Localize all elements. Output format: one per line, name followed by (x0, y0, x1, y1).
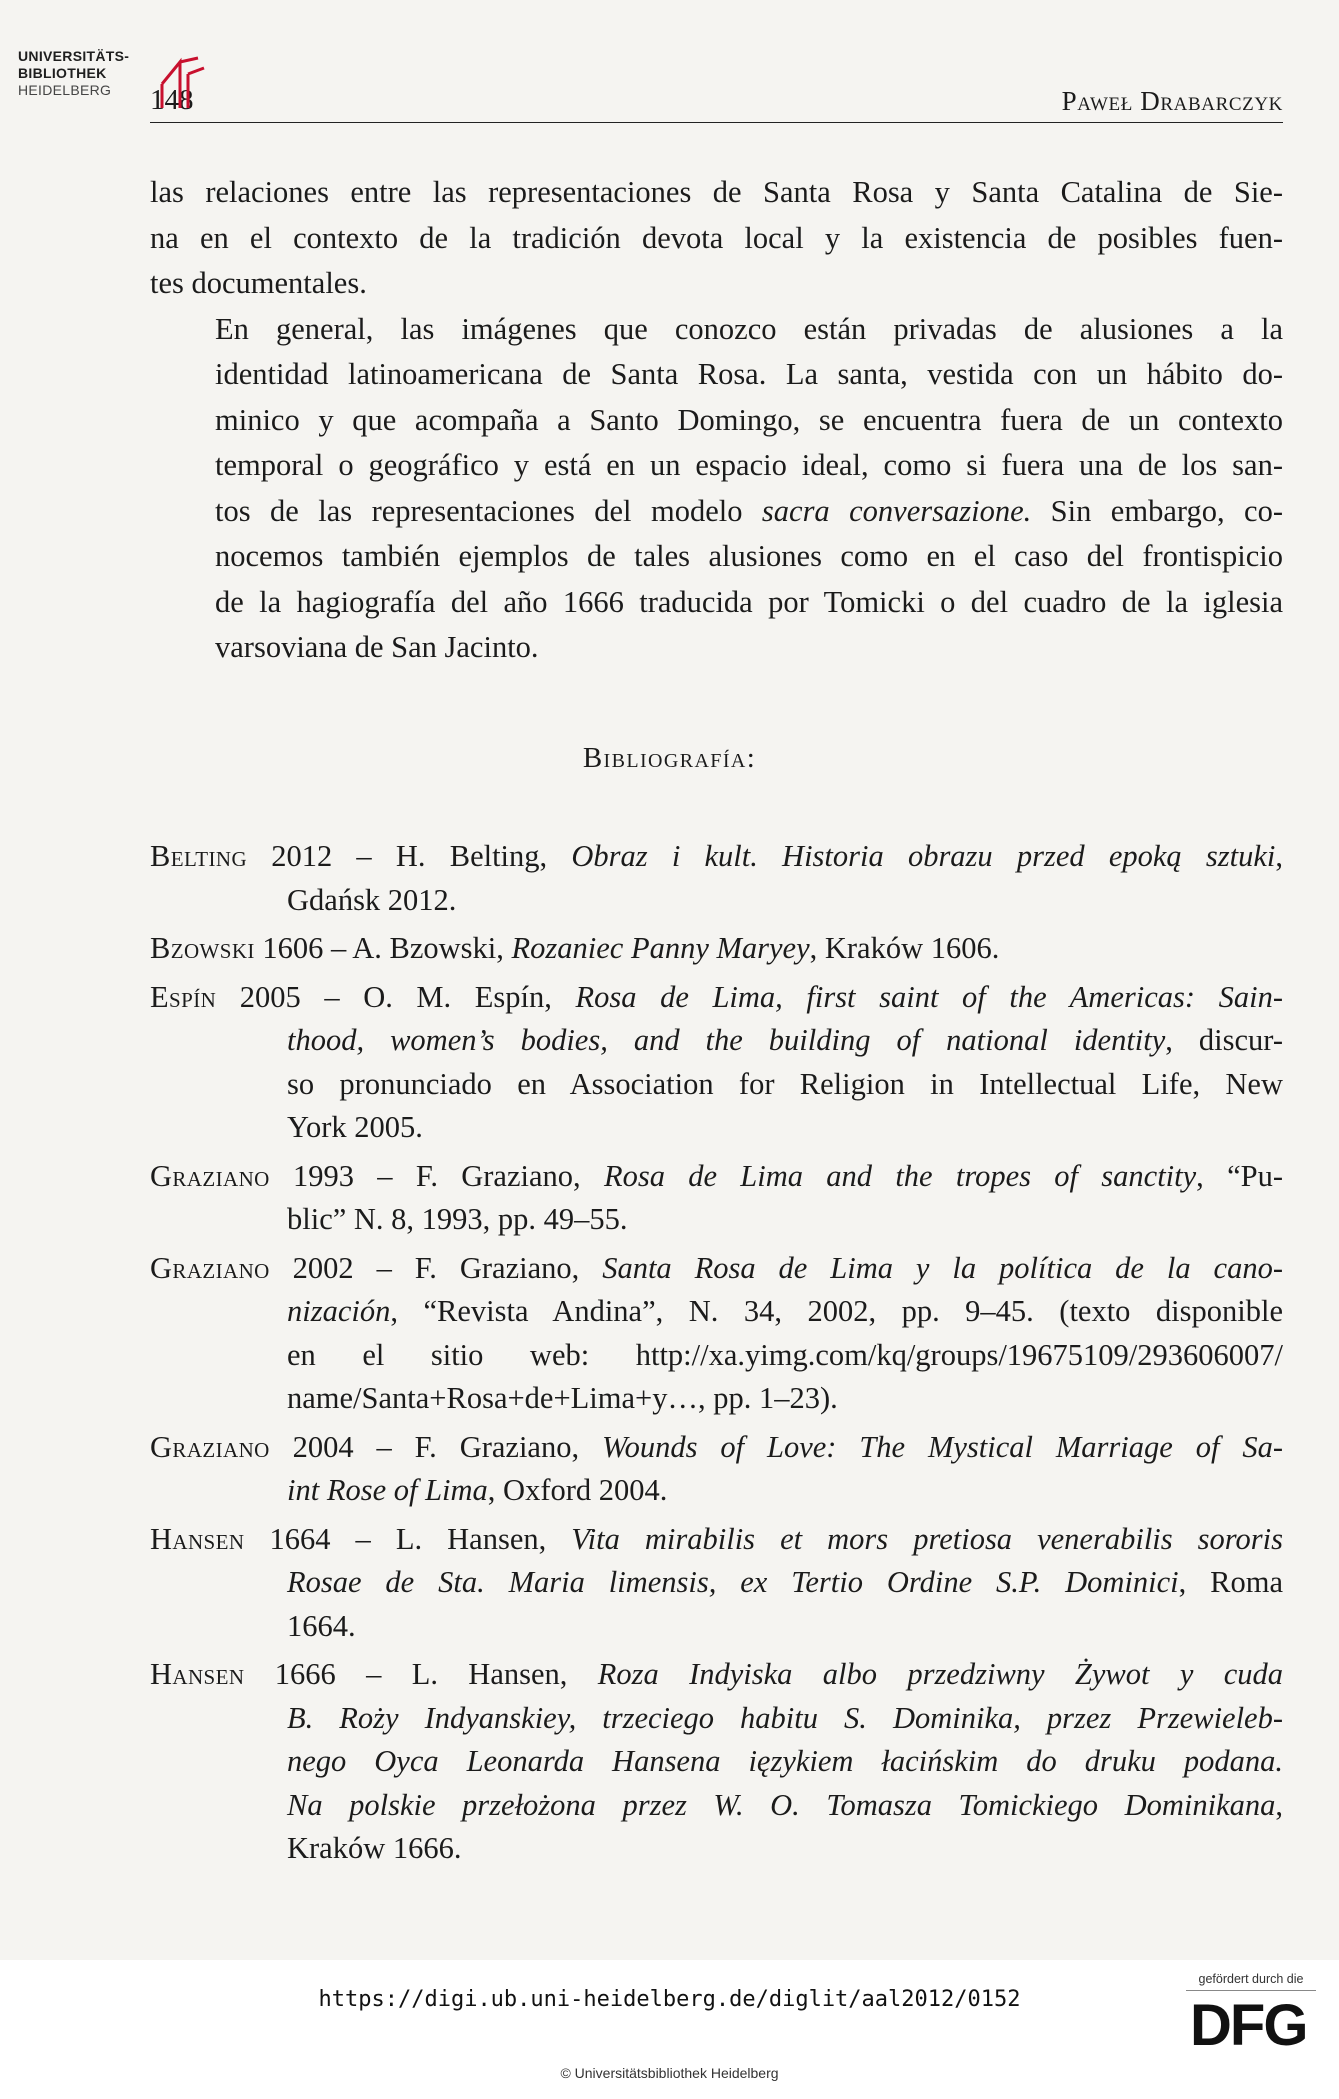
entry-line (150, 1334, 1283, 1378)
text-run: blic” N. 8, 1993, pp. 49–55. (287, 1202, 628, 1236)
text-run: so pronunciado en Association for Religion in Intellectual Life, New (287, 1066, 1283, 1101)
entry-line (150, 1019, 1283, 1063)
entry-line (150, 1740, 1283, 1784)
bibliography-entry (150, 1426, 1283, 1513)
bibliography-entry (150, 1653, 1283, 1871)
entry-line (150, 1653, 1283, 1697)
text-run: Sin embargo, co- (1031, 493, 1283, 528)
work-title: Vita mirabilis et mors pretiosa venerabilis sororis (571, 1521, 1283, 1556)
text-run: 1666 – L. Hansen, (244, 1657, 598, 1691)
paragraph-2 (150, 307, 1283, 671)
divider (1186, 1990, 1316, 1991)
library-name-line: HEIDELBERG (18, 82, 112, 98)
entry-line (150, 1518, 1283, 1562)
text-run: tos de las representaciones del modelo (215, 493, 762, 528)
work-title: int Rose of Lima (287, 1473, 488, 1507)
entry-line (150, 1605, 1283, 1649)
entry-line (150, 1247, 1283, 1291)
dfg-funding-block[interactable] (1186, 1972, 1316, 2082)
work-title: Rosa de Lima, first saint of the Americas: Sain- (575, 979, 1283, 1014)
entry-line (150, 1290, 1283, 1334)
text-run: , (1275, 839, 1283, 873)
heidelberg-library-logo[interactable] (18, 48, 208, 110)
work-title: Na polskie przełożona przez W. O. Tomasza Tomickiego Dominikana (287, 1787, 1276, 1822)
text-run: York 2005. (287, 1110, 423, 1144)
text-run: Gdańsk 2012. (287, 882, 457, 917)
text-run: , “Pu- (1196, 1158, 1283, 1193)
entry-line (150, 1426, 1283, 1470)
work-title: thood, women’s bodies, and the building of national identity (287, 1023, 1166, 1057)
italic-term: sacra conversazione. (761, 493, 1032, 528)
text-line: tes documentales. (150, 266, 367, 300)
text-line (150, 489, 1283, 535)
permalink-url[interactable]: https://digi.ub.uni-heidelberg.de/diglit/aal2012/0152 (318, 1987, 1021, 2012)
text-run: 1664 – L. Hansen, (244, 1521, 572, 1556)
bibliography-entry (150, 1518, 1283, 1649)
entry-line (150, 1697, 1283, 1741)
paragraph-1 (150, 170, 1283, 307)
text-run: name/Santa+Rosa+de+Lima+y…, pp. 1–23). (287, 1381, 838, 1415)
bibliography-entry (150, 1155, 1283, 1242)
author-key: Graziano (150, 1250, 270, 1285)
text-run: , “Revista Andina”, N. 34, 2002, pp. 9–45. (texto disponible (390, 1294, 1283, 1328)
work-title: Obraz i kult. Historia obrazu przed epoką sztuki (571, 839, 1276, 873)
copyright-notice: © Universitätsbibliothek Heidelberg (560, 2065, 779, 2081)
dfg-logo: DFG (1190, 1993, 1307, 2058)
library-name (18, 48, 129, 99)
text-line: varsoviana de San Jacinto. (215, 630, 539, 664)
bibliography-entry (150, 927, 1283, 971)
entry-line (150, 879, 1283, 923)
author-key: Hansen (150, 1657, 245, 1691)
text-line: de la hagiografía del año 1666 traducida por Tomicki o del cuadro de la iglesia (215, 584, 1283, 619)
page-number: 148 (150, 84, 194, 116)
bibliography-entry (150, 835, 1283, 922)
library-name-line: UNIVERSITÄTS- (18, 48, 130, 64)
text-run: 1664. (287, 1608, 356, 1643)
page-header (150, 82, 1283, 123)
entry-line (150, 1561, 1283, 1605)
bibliography-heading: Bibliografía: (582, 742, 757, 774)
text-run: 2012 – H. Belting, (247, 839, 572, 873)
text-run: , Kraków 1606. (809, 931, 1000, 965)
work-title: Santa Rosa de Lima y la política de la cano- (602, 1250, 1284, 1285)
text-line: nocemos también ejemplos de tales alusiones como en el caso del frontispicio (215, 539, 1283, 573)
text-line: identidad latinoamericana de Santa Rosa. La santa, vestida con un hábito do- (215, 357, 1283, 391)
text-run: , Roma (1178, 1565, 1283, 1599)
entry-line (150, 1063, 1283, 1107)
text-run: 2005 – O. M. Espín, (216, 979, 576, 1014)
text-run: 2004 – F. Graziano, (269, 1429, 602, 1464)
running-head-author: Paweł Drabarczyk (1061, 86, 1283, 116)
text-line: na en el contexto de la tradición devota local y la existencia de posibles fuen- (150, 220, 1283, 255)
work-title: nego Oyca Leonarda Hansena ięzykiem łacińskim do druku podana. (287, 1744, 1283, 1778)
body-text (150, 170, 1283, 671)
text-line: temporal o geográfico y está en un espacio ideal, como si fuera una de los san- (215, 448, 1283, 482)
author-key: Graziano (150, 1158, 270, 1193)
bibliography-entry (150, 1247, 1283, 1421)
text-run: Kraków 1666. (287, 1831, 462, 1865)
work-title: nización (287, 1294, 391, 1328)
text-run: , discur- (1165, 1023, 1283, 1057)
work-title: Rosa de Lima and the tropes of sanctity (603, 1158, 1197, 1193)
author-key: Belting (150, 839, 248, 873)
bibliography-entry (150, 976, 1283, 1150)
entry-line (150, 1198, 1283, 1242)
text-line: las relaciones entre las representaciones de Santa Rosa y Santa Catalina de Sie- (150, 175, 1283, 209)
author-key: Espín (150, 979, 217, 1014)
text-run: 1993 – F. Graziano, (269, 1158, 604, 1193)
text-run: 1606 – A. Bzowski, (254, 931, 512, 965)
library-mark-icon (158, 54, 208, 110)
text-run: en el sitio web: http://xa.yimg.com/kq/groups/19675109/293606007/ (287, 1337, 1283, 1372)
text-run: 2002 – F. Graziano, (269, 1250, 603, 1285)
text-line: En general, las imágenes que conozco están privadas de alusiones a la (215, 311, 1283, 346)
work-title: Rosae de Sta. Maria limensis, ex Tertio Ordine S.P. Dominici (287, 1565, 1179, 1599)
entry-line (150, 1784, 1283, 1828)
entry-line (150, 927, 1283, 971)
work-title: Rozaniec Panny Maryey (511, 931, 810, 965)
author-key: Graziano (150, 1429, 270, 1464)
work-title: Roza Indyiska albo przedziwny Żywot y cuda (597, 1657, 1283, 1691)
text-line: minico y que acompaña a Santo Domingo, se encuentra fuera de un contexto (215, 402, 1283, 437)
entry-line (150, 1827, 1283, 1871)
entry-line (150, 1155, 1283, 1199)
author-key: Hansen (150, 1521, 245, 1556)
author-key: Bzowski (150, 931, 255, 965)
text-run: , (1275, 1787, 1283, 1822)
work-title: Wounds of Love: The Mystical Marriage of Sa- (602, 1429, 1283, 1464)
library-name-line: BIBLIOTHEK (18, 65, 107, 81)
bibliography-list (150, 835, 1283, 1876)
entry-line (150, 1106, 1283, 1150)
text-run: , Oxford 2004. (487, 1473, 668, 1507)
entry-line (150, 835, 1283, 879)
entry-line (150, 1377, 1283, 1421)
entry-line (150, 1469, 1283, 1513)
work-title: B. Roży Indyanskiey, trzeciego habitu S. Dominika, przez Przewieleb- (287, 1700, 1283, 1735)
entry-line (150, 976, 1283, 1020)
funding-caption: gefördert durch die (1198, 1972, 1304, 1986)
